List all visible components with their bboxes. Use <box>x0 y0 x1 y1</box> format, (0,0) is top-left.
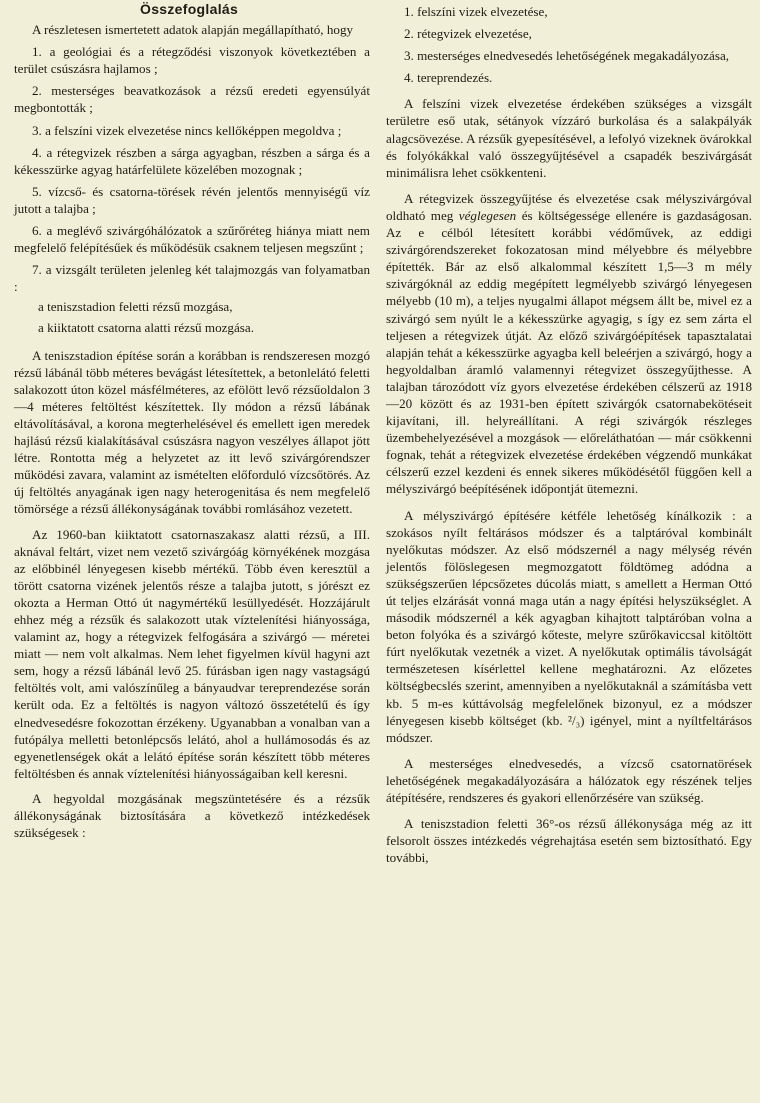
measure-2: 2. rétegvizek elvezetése, <box>404 26 532 42</box>
measure-1: 1. felszíni vizek elvezetése, <box>404 4 548 19</box>
intro-paragraph: A részletesen ismertetett adatok alapján megállapítható, hogy <box>32 22 354 38</box>
finding-6: 6. a meglévő szivárgóhálózatok a szűrőréteg hiánya miatt nem megfelelő felépítésűek és működésük csaknem teljesen megszűnt ; <box>14 223 370 256</box>
section-title: Összefoglalás <box>140 1 239 17</box>
movement-1: a teniszstadion feletti rézsű mozgása, <box>38 299 233 315</box>
finding-7: 7. a vizsgált területen jelenleg két talajmozgás van folyamatban : <box>14 262 370 295</box>
finding-4: 4. a rétegvizek részben a sárga agyagban, részben a sárga és a kékesszürke agyag határfelülete közelében mozognak ; <box>14 144 370 177</box>
layer-water-text-b: és költségessége ellenére is gazdaságosan. Az e célból létesített korábbi védőművek, az eddigi szivárgórendszereket fokozatosan mind mélyebbre és mélyebbre építették. Bár az első alkalommal készített 1,5—3 m mély szivárgóknál az eddig megépített legmélyebb szivárgó lényegesen mélyebb (10 m), a teljes nyugalmi állapot mégsem állt be, mivel ez a szivárgó sem nyúlt le a kékesszürke agyagig, s így ez sem zárta el teljesen a rétegvizek útját. Az előző szivárgóépítések tapasztalatai alapján tehát a kékesszürke agyagba kell beleérjen a szivárgó, hogy a hegyoldalban áramló valamennyi rétegvizet összegyűjthesse. A talajban tározódott víz gyors elvezetése érdekében célszerű az 1918—20 között és az 1931-ben épített szivárgók csatornabekötéseit kijavítani, ill. helyreállítani. A régi szivárgók részleges üzembehelyezésével a mozgások — előreláthatóan — már csökkenni fognak, tehát a rétegvizek elvezetése érdekében végzendő munkákat célszerű ezzel kezdeni és ennek sikeres működésétől függően kell a mélyszivárgó beépítésének időpontját ütemezni. <box>386 207 752 497</box>
right-column <box>386 0 752 866</box>
measure-4: 4. tereprendezés. <box>404 70 493 86</box>
surface-water-paragraph: A felszíni vizek elvezetése érdekében szükséges a vizsgált területre eső utak, sétányok vízzáró burkolása és a salakpályák alagcsövezése. A rézsűk gyepesítésével, a lefolyó vizeknek övárokkal és folyókákkal való összegyűjtésével a csapadék beszivárgását minimálisra lehet csökkenteni. <box>386 96 752 180</box>
finding-5: 5. vízcső- és csatorna-törések révén jelentős mennyiségű víz jutott a talajba ; <box>14 183 370 216</box>
stability-paragraph: A teniszstadion feletti 36°-os rézsű állékonysága még az itt felsorolt összes intézkedés végrehajtása esetén sem biztosítható. Egy további, <box>386 816 752 866</box>
measures-intro-paragraph: A hegyoldal mozgásának megszüntetésére és a rézsűk állékonyságának biztosítására a következő intézkedések szükségesek : <box>14 790 370 841</box>
layer-water-paragraph <box>386 190 752 498</box>
artificial-wetting-paragraph: A mesterséges elnedvesedés, a vízcső csatornatörések lehetőségének megakadályozására a hálózatok egy részének teljes átépítésére, rendszeres és gyakori ellenőrzésére van szükség. <box>386 755 752 806</box>
finding-1: 1. a geológiai és a rétegződési viszonyok következtében a terület csúszásra hajlamos ; <box>14 44 370 77</box>
deep-drain-paragraph: A mélyszivárgó építésére kétféle lehetőség kínálkozik : a szokásos nyílt feltárásos módszer és a talptáróval kombinált nyelőkutas módszer. Az első módszernél a nagy mélység révén jelentős fölöslegesen megmozgatott földtömeg adódna a szükségszerűen lépcsőzetes dúcolás miatt, s amellett a Herman Ottó út teljes elzárását vonná maga után a nagy építési helyszükséglet. A második módszernél a kék agyagban kihajtott talptáróban volna a beton folyóka és a szivárgó kőteste, melyre szűrőkaviccsal kitöltött fúrt nyelőkutak vezetnék a vizet. A nyelőkutak optimális távolságát természetesen kísérlettel kellene meghatározni. Az előzetes költségbecslés szerint, amennyiben a nyelőkutaknál a számításba vett kb. 5 m-es kúttávolság megfelelőnek bizonyul, ez a módszer lényegesen kisebb költséget (kb. ²/₃) igényel, mint a nyíltfeltárásos módszer. <box>386 507 752 745</box>
measure-3: 3. mesterséges elnedvesedés lehetőségének megakadályozása, <box>404 48 730 64</box>
finding-3: 3. a felszíni vizek elvezetése nincs kellőképpen megoldva ; <box>32 122 342 138</box>
movement-2: a kiiktatott csatorna alatti rézsű mozgása. <box>38 319 254 335</box>
emphasis-word: véglegesen <box>458 207 517 223</box>
finding-2: 2. mesterséges beavatkozások a rézsű eredeti egyensúlyát megbontották ; <box>14 83 370 116</box>
canal-paragraph: Az 1960-ban kiiktatott csatornaszakasz alatti rézsű, a III. aknával feltárt, vizet nem vezető szivárgóág környékének mozgása az előbbinél lényegesen kisebb mértékű. Több éven keresztül a törött csatorna vizének jelentős része a talajba jutott, s jórészt ez okozta a Herman Ottó út nagymértékű lesüllyedését. Hozzájárult ehhez még a rézsűk és salakozott utak víztelenítési hiányossága, valamint az, hogy a rétegvizek felfogására a szivárgó — méretei miatt — nem volt alkalmas. Nem lehet figyelmen kívül hagyni azt sem, hogy a rézsű lábánál levő 25. fúrásban igen nagy vastagságú feltöltés volt, ami valószínűleg a bányaudvar tereprendezése során került oda. Ez a feltöltés is nagyon változó összetételű és így elnedvesedésre fokozottan érzékeny. Ugyanabban a vonalban van a futópálya melletti betonlépcsős lelátó, ahol a hullámosodás és az egyenetlenségek okát a lelátó építése során készített több méteres feltöltésben és annak víztelenítési hiányosságaiban kell keresni. <box>14 526 370 781</box>
left-column <box>14 0 370 841</box>
layer-water-text-a: A rétegvizek összegyűjtése és elvezetése csak mélyszivárgóval oldható meg <box>386 190 752 223</box>
stadium-paragraph: A teniszstadion építése során a korábban is rendszeresen mozgó rézsű lábánál több méteres bevágást létesítettek, a betonlelátó feletti salakozott úton közel másfélméteres, az efölött levő rézsűoldalon 3—4 méteres feltöltést készítettek. Ily módon a rézsű lábának eltávolításával, a korona megterhelésével és emellett igen meredek hajlású rézsű kialakításával csúszásra nagyon veszélyes állapot jött létre. Rontotta még a helyzetet az itt levő szivárgórendszer működési zavara, valamint az ismételten előforduló vízcsőtörés. Az új feltöltés anyagának igen nagy heterogenitása és nem megfelelő tömörsége a rézsű állékonyságának további romlásához vezetett. <box>14 347 370 517</box>
